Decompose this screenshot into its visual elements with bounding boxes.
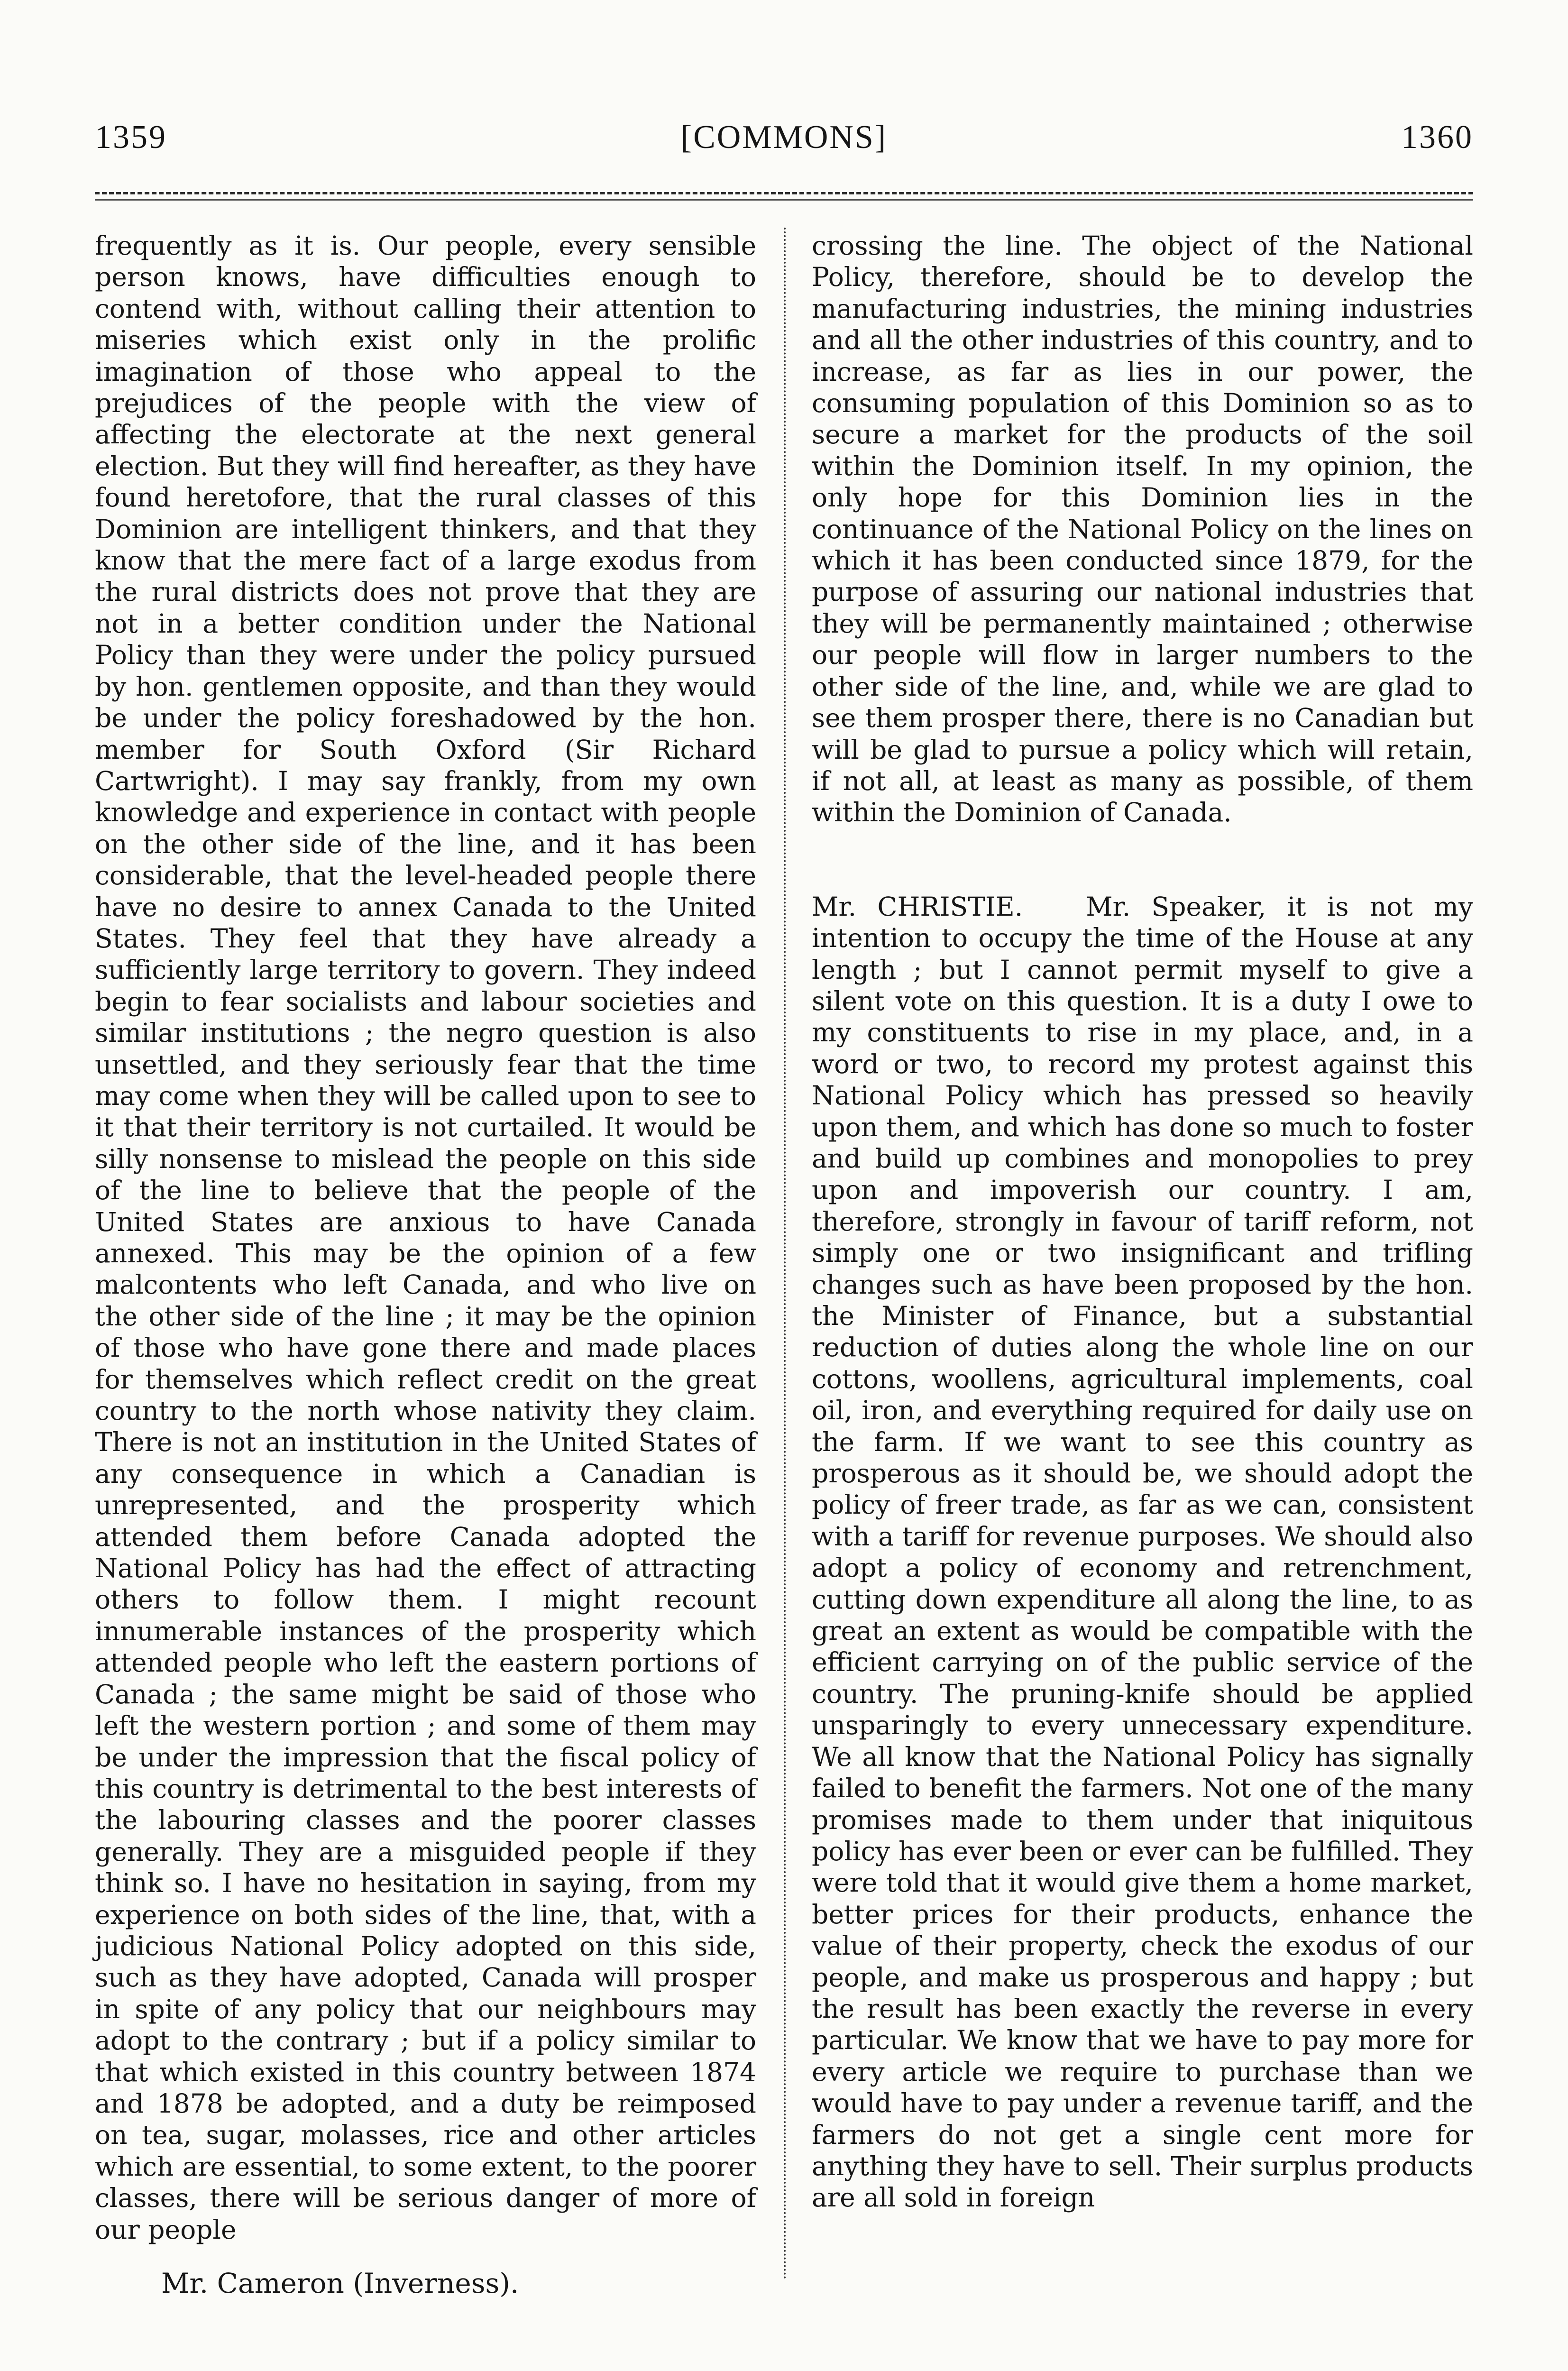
right-column-paragraph-2 <box>812 891 1473 2214</box>
speech-text: Mr. Speaker, it is not my intention to occupy the time of the House at any length ; but I cannot permit myself to give a silent vote on this question. It is a duty I owe to my constituents to rise in my place, and, in a word or two, to record my protest against this National Policy which has pressed so heavily upon them, and which has done so much to foster and build up combines and monopolies to prey upon and impoverish our country. I am, therefore, strongly in favour of tariff reform, not simply one or two insignificant and trifling changes such as have been proposed by the hon. the Minister of Finance, but a substantial reduction of duties along the whole line on our cottons, woollens, agricultural implements, coal oil, iron, and everything required for daily use on the farm. If we want to see this country as prosperous as it should be, we should adopt the policy of freer trade, as far as we can, consistent with a tariff for revenue purposes. We should also adopt a policy of economy and retrenchment, cutting down expenditure all along the line, to as great an extent as would be compatible with the efficient carrying on of the public service of the country. The pruning-knife should be applied unsparingly to every unnecessary expenditure. We all know that the National Policy has signally failed to benefit the farmers. Not one of the many promises made to them under that iniquitous policy has ever been or ever can be fulfilled. They were told that it would give them a home market, better prices for their products, enhance the value of their property, check the exodus of our people, and make us prosperous and happy ; but the result has been exactly the reverse in every particular. We know that we have to pay more for every article we require to purchase than we would have to pay under a revenue tariff, and the farmers do not get a single cent more for anything they have to sell. Their surplus products are all sold in foreign <box>812 891 1474 2213</box>
header-rule <box>95 192 1473 201</box>
left-column-paragraph: frequently as it is. Our people, every sensible person knows, have difficulties enough to contend with, without calling their attention to miseries which exist only in the prolific imagination of those who appeal to the prejudices of the people with the view of affecting the electorate at the next general election. But they will find hereafter, as they have found heretofore, that the rural classes of this Dominion are intelligent thinkers, and that they know that the mere fact of a large exodus from the rural districts does not prove that they are not in a better condition under the National Policy than they were under the policy pursued by hon. gentlemen opposite, and than they would be under the policy foreshadowed by the hon. member for South Oxford (Sir Richard Cartwright). I may say frankly, from my own knowledge and experience in contact with people on the other side of the line, and it has been considerable, that the level-headed people there have no desire to annex Canada to the United States. They feel that they have already a sufficiently large territory to govern. They indeed begin to fear socialists and labour societies and similar institutions ; the negro question is also unsettled, and they seriously fear that the time may come when they will be called upon to see to it that their territory is not curtailed. It would be silly nonsense to mislead the people on this side of the line to believe that the people of the United States are anxious to have Canada annexed. This may be the opinion of a few malcontents who left Canada, and who live on the other side of the line ; it may be the opinion of those who have gone there and made places for themselves which reflect credit on the great country to the north whose nativity they claim. There is not an institution in the United States of any consequence in which a Canadian is unrepresented, and the prosperity which attended them before Canada adopted the National Policy has had the effect of attracting others to follow them. I might recount innumerable instances of the prosperity which attended people who left the eastern portions of Canada ; the same might be said of those who left the western portion ; and some of them may be under the impression that the fiscal policy of this country is detrimental to the best interests of the labouring classes and the poorer classes generally. They are a misguided people if they think so. I have no hesitation in saying, from my experience on both sides of the line, that, with a judicious National Policy adopted on this side, such as they have adopted, Canada will prosper in spite of any policy that our neighbours may adopt to the contrary ; but if a policy similar to that which existed in this country between 1874 and 1878 be adopted, and a duty be reimposed on tea, sugar, molasses, rice and other articles which are essential, to some extent, to the poorer classes, there will be serious danger of more of our people <box>95 230 756 2245</box>
left-page-number: 1359 <box>95 119 167 156</box>
paragraph-gap <box>812 828 1473 891</box>
header-title: [COMMONS] <box>680 119 888 156</box>
speaker-name: Mr. CHRISTIE. <box>812 891 1023 922</box>
page-header <box>95 119 1473 171</box>
right-page-number: 1360 <box>1401 119 1473 156</box>
column-divider <box>784 228 786 2281</box>
left-column <box>95 230 756 2245</box>
running-name: Mr. Cameron (Inverness). <box>161 2267 519 2299</box>
right-column-paragraph-1: crossing the line. The object of the National Policy, therefore, should be to develop the manufacturing industries, the mining industries and all the other industries of this country, and to increase, as far as lies in our power, the consuming population of this Dominion so as to secure a market for the products of the soil within the Dominion itself. In my opinion, the only hope for this Dominion lies in the continuance of the National Policy on the lines on which it has been conducted since 1879, for the purpose of assuring our national industries that they will be permanently maintained ; otherwise our people will flow in larger numbers to the other side of the line, and, while we are glad to see them prosper there, there is no Canadian but will be glad to pursue a policy which will retain, if not all, at least as many as possible, of them within the Dominion of Canada. <box>812 230 1473 828</box>
right-column <box>812 230 1473 2214</box>
